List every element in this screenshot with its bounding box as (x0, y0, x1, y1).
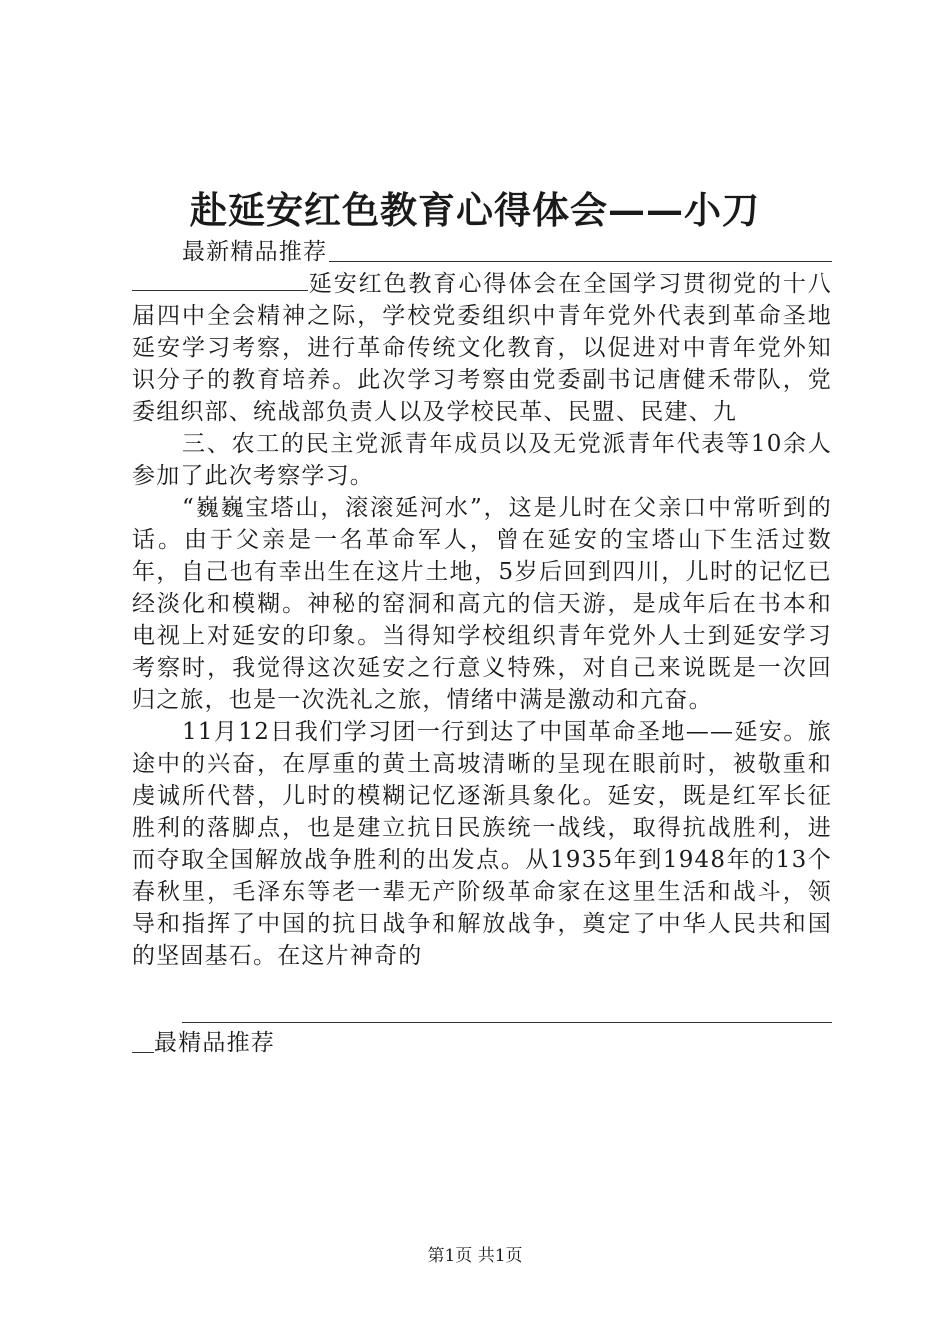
page-number: 第1页 共1页 (427, 1246, 523, 1266)
footer-short-underline (132, 1030, 154, 1053)
paragraph-1-text: 延安红色教育心得体会在全国学习贯彻党的十八届四中全会精神之际，学校党委组织中青年党外代表到革命圣地延安学习考察，进行革命传统文化教育，以促进对中青年党外知识分子的教育培养。此次学习考察由党委副书记唐健禾带队，党委组织部、统战部负责人以及学校民革、民盟、民建、九 (132, 271, 832, 425)
recommend-header (132, 236, 832, 268)
paragraph-lead-underline (132, 270, 308, 291)
footer-recommend-line (132, 1027, 832, 1059)
recommend-underline (329, 239, 832, 262)
paragraph-4: 11月12日我们学习团一行到达了中国革命圣地——延安。旅途中的兴奋，在厚重的黄土高坡清晰的呈现在眼前时，被敬重和虔诚所代替，儿时的模糊记忆逐渐具象化。延安，既是红军长征胜利的落脚点，也是建立抗日民族统一战线，取得抗战胜利，进而夺取全国解放战争胜利的出发点。从1935年到1948年的13个春秋里，毛泽东等老一辈无产阶级革命家在这里生活和战斗，领导和指挥了中国的抗日战争和解放战争，奠定了中华人民共和国的坚固基石。在这片神奇的 (132, 719, 832, 969)
paragraph-1 (132, 268, 832, 428)
footer-recommend-label: 最精品推荐 (154, 1030, 275, 1056)
paragraph-2: 三、农工的民主党派青年成员以及无党派青年代表等10余人参加了此次考察学习。 (132, 431, 832, 489)
footer-underline (182, 1002, 832, 1023)
document-body (132, 236, 832, 972)
document-title: 赴延安红色教育心得体会——小刀 (190, 188, 760, 232)
paragraph-3: “巍巍宝塔山，滚滚延河水”，这是儿时在父亲口中常听到的话。由于父亲是一名革命军人，曾在延安的宝塔山下生活过数年，自己也有幸出生在这片土地，5岁后回到四川，儿时的记忆已经淡化和模糊。神秘的窑洞和高亢的信天游，是成年后在书本和电视上对延安的印象。当得知学校组织青年党外人士到延安学习考察时，我觉得这次延安之行意义特殊，对自己来说既是一次回归之旅，也是一次洗礼之旅，情绪中满是激动和亢奋。 (132, 495, 832, 713)
footer-recommend (132, 1002, 832, 1059)
recommend-label: 最新精品推荐 (182, 239, 328, 265)
